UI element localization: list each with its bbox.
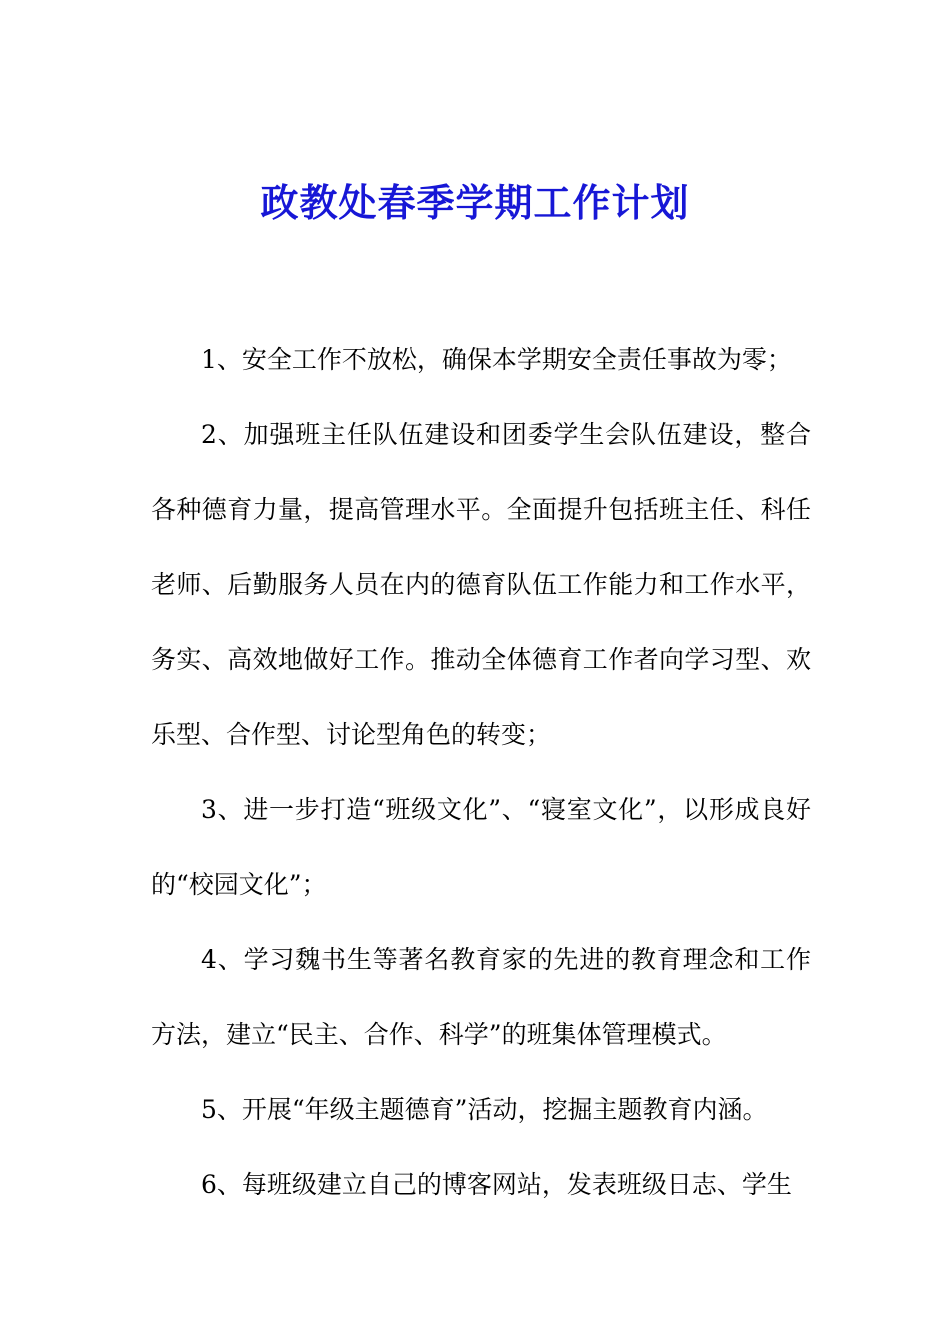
paragraph-6: 6、每班级建立自己的博客网站，发表班级日志、学生 (201, 1170, 792, 1199)
document-body (151, 322, 811, 1222)
paragraph-2: 2、加强班主任队伍建设和团委学生会队伍建设，整合各种德育力量，提高管理水平。全面提升包括班主任、科任老师、后勤服务人员在内的德育队伍工作能力和工作水平，务实、高效地做好工作。推动全体德育工作者向学习型、欢乐型、合作型、讨论型角色的转变； (151, 420, 811, 749)
paragraph-5: 5、开展“年级主题德育”活动，挖掘主题教育内涵。 (201, 1095, 768, 1124)
document-title: 政教处春季学期工作计划 (260, 180, 690, 225)
paragraph-4: 4、学习魏书生等著名教育家的先进的教育理念和工作方法，建立“民主、合作、科学”的班集体管理模式。 (151, 945, 811, 1049)
paragraph-3: 3、进一步打造“班级文化”、“寝室文化”，以形成良好的“校园文化”； (151, 795, 811, 899)
paragraph-1: 1、安全工作不放松，确保本学期安全责任事故为零； (201, 345, 792, 374)
